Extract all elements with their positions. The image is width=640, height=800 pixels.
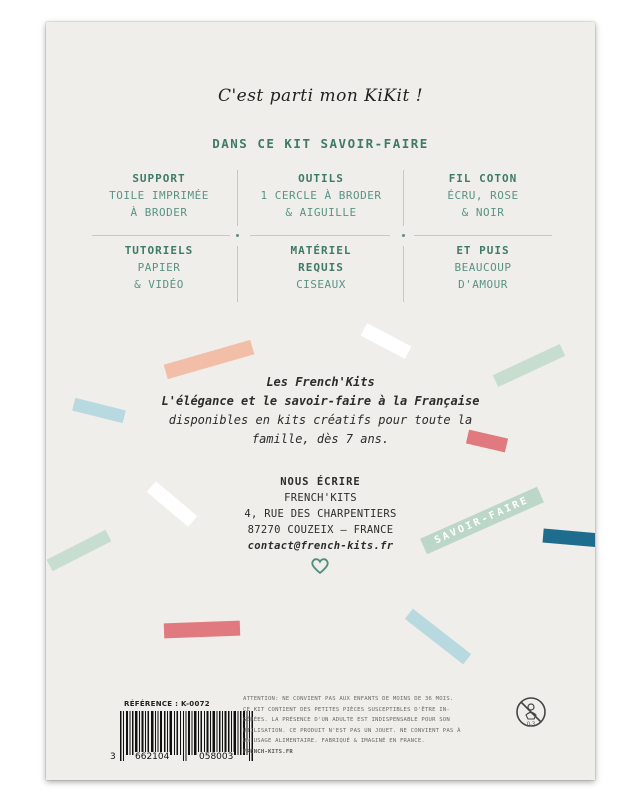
kit-item-support [84, 170, 234, 221]
kit-item-heading: SUPPORT [132, 172, 186, 185]
contact-city: 87270 COUZEIX – FRANCE [247, 524, 394, 536]
confetti-white [361, 323, 412, 359]
contact-street: 4, RUE DES CHARPENTIERS [244, 508, 397, 520]
safety-warning-line: CE KIT CONTIENT DES PETITES PIÈCES SUSCEPTIBLES D'ÊTRE IN- [243, 706, 450, 713]
brand-description-line: famille, dès 7 ans. [251, 432, 390, 446]
kit-item-et-puis [408, 242, 558, 293]
kit-item-heading: OUTILS [298, 172, 344, 185]
contact-company: FRENCH'KITS [284, 492, 357, 504]
kit-item-line: TOILE IMPRIMÉE [109, 189, 209, 202]
contact-email: contact@french-kits.fr [247, 540, 394, 552]
grid-divider [92, 235, 230, 236]
barcode-digit: 662104 [135, 752, 170, 762]
savoir-faire-stamp: SAVOIR-FAIRE [420, 487, 544, 555]
kit-item-heading: TUTORIELS [124, 244, 194, 257]
brand-description-line: disponibles en kits créatifs pour toute la [168, 413, 473, 427]
kit-item-line: BEAUCOUP [454, 261, 512, 274]
kit-item-materiel [246, 242, 396, 293]
kit-item-tutoriels [84, 242, 234, 293]
grid-divider [250, 235, 390, 236]
kit-item-line: À BRODER [130, 206, 188, 219]
barcode-digit: 3 [110, 752, 116, 762]
kit-contents-title: DANS CE KIT SAVOIR-FAIRE [212, 136, 429, 151]
brand-description [46, 373, 595, 449]
website: FRENCH-KITS.FR [243, 748, 293, 755]
kit-item-line: & AIGUILLE [285, 206, 357, 219]
kit-item-line: D'AMOUR [458, 278, 508, 291]
safety-warning-line: UN USAGE ALIMENTAIRE. FABRIQUÉ & IMAGINÉ EN FRANCE. [243, 738, 425, 744]
kit-item-heading: REQUIS [298, 261, 344, 274]
barcode-digit: 058003 [199, 752, 234, 762]
grid-divider [403, 246, 404, 302]
safety-warning-line: UTILISATION. CE PRODUIT N'EST PAS UN JOUET. NE CONVIENT PAS À [243, 727, 461, 734]
heart-icon [310, 557, 330, 579]
safety-warning [243, 694, 508, 757]
kit-item-outils [246, 170, 396, 221]
kit-item-line: ÉCRU, ROSE [447, 189, 519, 202]
kit-item-line: CISEAUX [296, 278, 346, 291]
brand-tagline: L'élégance et le savoir-faire à la Française [161, 394, 480, 408]
kit-item-line: & NOIR [461, 206, 505, 219]
grid-divider [237, 170, 238, 226]
age-warning-label: 0-3 [526, 721, 536, 728]
brand-name: Les French'Kits [266, 375, 375, 389]
safety-warning-line: GÉRÉES. LA PRÉSENCE D'UN ADULTE EST INDISPENSABLE POUR SON [243, 717, 450, 723]
age-warning-icon [514, 695, 548, 729]
product-reference: RÉFÉRENCE : K-0072 [124, 700, 210, 708]
grid-dot [402, 234, 405, 237]
safety-warning-line: ATTENTION: NE CONVIENT PAS AUX ENFANTS DE MOINS DE 36 MOIS. [243, 696, 454, 702]
confetti-red [164, 621, 240, 639]
grid-divider [414, 235, 552, 236]
kit-item-heading: MATÉRIEL [290, 244, 352, 257]
script-slogan: C'est parti mon KiKit ! [217, 86, 424, 106]
kit-item-fil-coton [408, 170, 558, 221]
kit-item-heading: FIL COTON [448, 172, 518, 185]
kit-item-line: & VIDÉO [134, 278, 184, 291]
grid-divider [403, 170, 404, 226]
confetti-blue [405, 609, 471, 665]
kit-item-line: PAPIER [137, 261, 181, 274]
kit-item-heading: ET PUIS [456, 244, 510, 257]
product-card-back [46, 22, 595, 780]
grid-dot [236, 234, 239, 237]
grid-divider [237, 246, 238, 302]
contact-heading: NOUS ÉCRIRE [280, 476, 361, 488]
kit-item-line: 1 CERCLE À BRODER [260, 189, 382, 202]
